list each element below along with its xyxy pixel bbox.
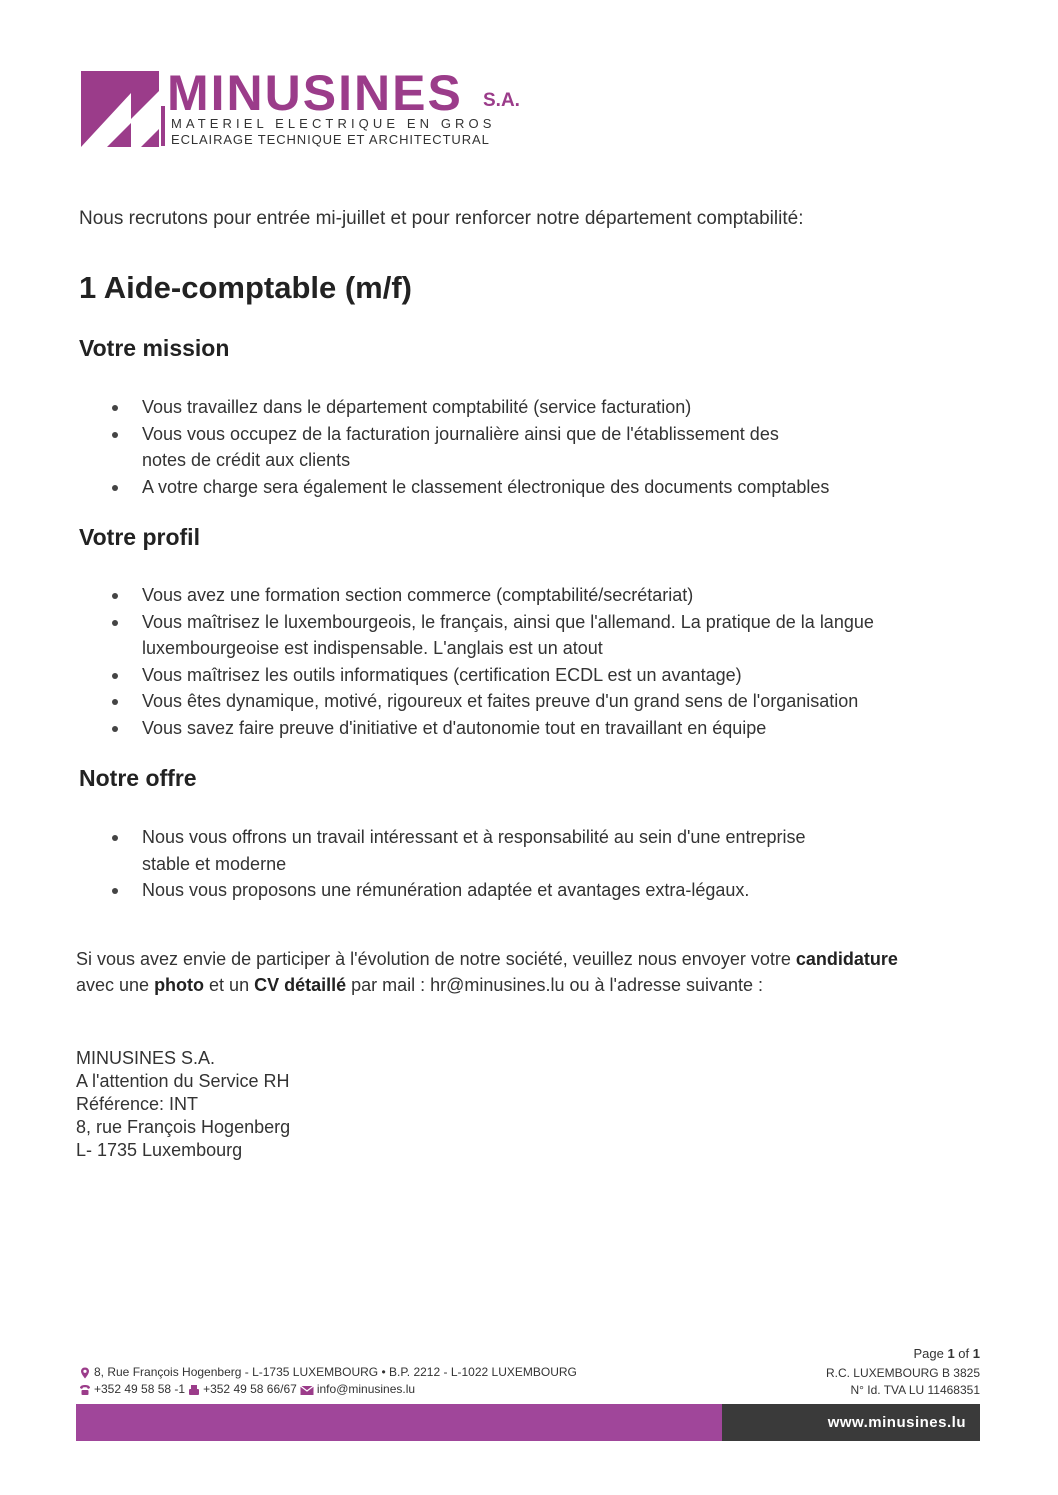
footer-fax: +352 49 58 66/67 (203, 1382, 297, 1396)
email-icon (300, 1384, 314, 1396)
list-item: Vous travaillez dans le département comptabilité (service facturation) (108, 394, 948, 421)
company-logo (81, 65, 541, 150)
application-instructions (76, 946, 1036, 998)
phone-icon (79, 1384, 91, 1396)
footer-address: 8, Rue François Hogenberg - L-1735 LUXEMBOURG • B.P. 2212 - L-1022 LUXEMBOURG (94, 1365, 577, 1379)
list-item-line: Vous maîtrisez le luxembourgeois, le français, ainsi que l'allemand. La pratique de la langue (142, 611, 874, 632)
list-item: Vous avez une formation section commerce (comptabilité/secrétariat) (108, 582, 1008, 609)
location-pin-icon (79, 1367, 91, 1379)
profil-list (108, 582, 1008, 741)
cta-text: et un (204, 975, 255, 995)
page-current: 1 (947, 1346, 955, 1361)
fax-icon (188, 1384, 200, 1396)
address-line: MINUSINES S.A. (76, 1048, 216, 1068)
list-item-line: Nous vous offrons un travail intéressant et à responsabilité au sein d'une entreprise (142, 827, 806, 847)
cta-text: Si vous avez envie de participer à l'évolution de notre société, veuillez nous envoyer votre (76, 949, 796, 969)
cta-bold-photo: photo (154, 975, 205, 995)
footer-tva: N° Id. TVA LU 11468351 (850, 1383, 980, 1397)
address-line: A l'attention du Service RH (76, 1071, 290, 1091)
cta-text: par mail : hr@minusines.lu ou à l'adresse suivante : (346, 975, 764, 995)
page-total: 1 (972, 1346, 980, 1361)
footer-band-purple (76, 1404, 722, 1441)
offre-list (108, 824, 948, 904)
list-item: Vous savez faire preuve d'initiative et d'autonomie tout en travaillant en équipe (108, 715, 1008, 742)
list-item-line: luxembourgeoise est indispensable. L'anglais est un atout (142, 638, 603, 658)
mission-heading: Votre mission (79, 335, 230, 361)
list-item-line: stable et moderne (142, 853, 287, 874)
page-label: Page (913, 1346, 948, 1361)
footer-phone: +352 49 58 58 -1 (94, 1382, 186, 1396)
footer-phone-row (79, 1381, 577, 1398)
footer-address-row (79, 1364, 577, 1381)
logo-divider-bar (161, 106, 165, 146)
footer-contact (79, 1364, 577, 1398)
profil-heading: Votre profil (79, 524, 200, 550)
list-item (108, 421, 948, 474)
page-of: of (954, 1346, 973, 1361)
list-item-line: Vous vous occupez de la facturation journalière ainsi que de l'établissement des (142, 423, 779, 444)
offre-heading: Notre offre (79, 765, 197, 791)
list-item-line: notes de crédit aux clients (142, 450, 351, 470)
page-indicator (826, 1345, 980, 1362)
address-line: L- 1735 Luxembourg (76, 1140, 243, 1160)
footer-legal (826, 1345, 980, 1399)
list-item (108, 824, 948, 877)
intro-text: Nous recrutons pour entrée mi-juillet et pour renforcer notre département comptabilité: (79, 208, 804, 229)
logo-tagline-1: MATERIEL ELECTRIQUE EN GROS (171, 116, 496, 131)
mission-list (108, 394, 948, 500)
address-line: Référence: INT (76, 1094, 199, 1114)
footer-website[interactable]: www.minusines.lu (827, 1414, 966, 1431)
job-title: 1 Aide-comptable (m/f) (79, 270, 412, 305)
logo-tagline-2: ECLAIRAGE TECHNIQUE ET ARCHITECTURAL (171, 132, 490, 147)
logo-lightning-mark (81, 71, 159, 147)
list-item: Vous êtes dynamique, motivé, rigoureux et faites preuve d'un grand sens de l'organisation (108, 688, 1008, 715)
footer-rc: R.C. LUXEMBOURG B 3825 (825, 1366, 980, 1380)
list-item (108, 609, 1008, 662)
cta-text: avec une (76, 975, 155, 995)
list-item: Nous vous proposons une rémunération adaptée et avantages extra-légaux. (108, 877, 948, 904)
cta-bold-candidature: candidature (795, 949, 898, 969)
postal-address (76, 1047, 290, 1162)
list-item: A votre charge sera également le classement électronique des documents comptables (108, 474, 948, 501)
list-item: Vous maîtrisez les outils informatiques (certification ECDL est un avantage) (108, 662, 1008, 689)
logo-name: MINUSINES (167, 65, 463, 121)
footer-email[interactable]: info@minusines.lu (316, 1382, 416, 1396)
address-line: 8, rue François Hogenberg (76, 1117, 291, 1137)
cta-bold-cv: CV détaillé (254, 975, 347, 995)
logo-suffix: S.A. (483, 90, 520, 111)
